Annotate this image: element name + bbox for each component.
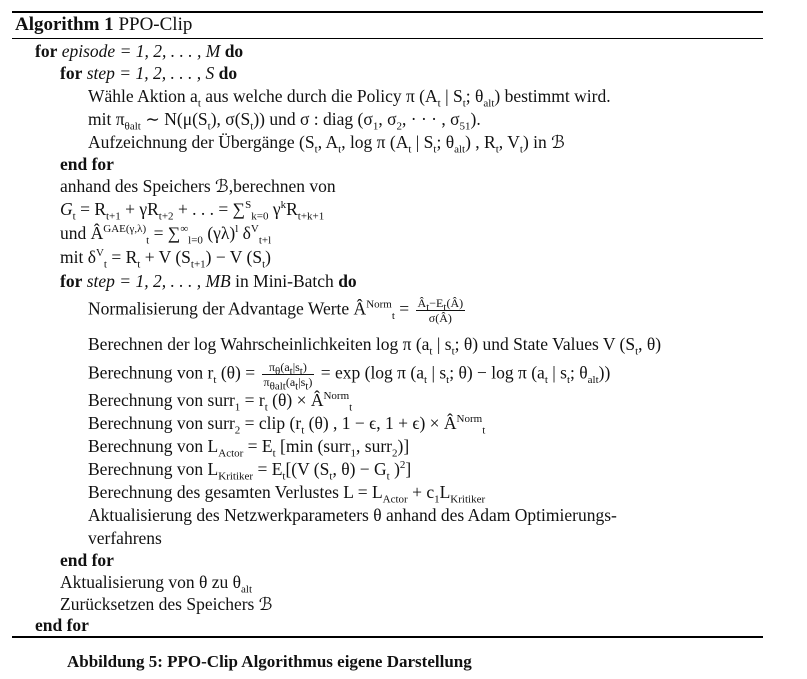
text: ; θ [570,362,588,383]
text: (θ) × Â [267,390,324,410]
episode-range: episode = 1, 2, . . . , M [61,41,221,61]
line-for-episode [35,41,243,61]
sub: t [433,143,437,156]
sub: t [437,97,441,110]
line-td-error [60,247,271,271]
text: ] [405,459,412,479]
text: = ∑ [149,223,181,243]
text: ). [470,109,481,129]
kw-do: do [218,63,238,83]
sub: t+k+1 [297,210,325,223]
sub: t+l [258,234,272,247]
text: | s [547,362,567,383]
text: ) [389,459,400,479]
sub: t [305,380,309,393]
sub: t [349,401,353,414]
line-actor-loss [88,436,410,460]
text: ) [265,247,271,267]
sub: t [495,143,499,156]
text: ; θ [465,86,484,106]
sub: t [213,374,217,387]
text: = R [75,199,106,219]
kw-do: do [338,271,357,291]
sub: θalt [269,380,286,393]
sub: t [262,258,266,271]
text: aus welche durch die Policy π (A [200,86,438,106]
sub: t+1 [106,210,121,223]
text: )) und σ : diag (σ [253,109,373,129]
sub: t [314,143,318,156]
line-end-for-outer [35,615,89,635]
sub: alt [587,374,599,387]
text: σ(Â) [428,311,452,325]
text: ; θ [436,132,455,152]
text: ) bestimmt wird. [494,86,611,106]
sub: t [429,345,433,358]
text: Zurücksetzen des Speichers ℬ [60,594,273,614]
sup: Norm [323,390,350,403]
kw-end-for: end for [60,550,114,570]
text: ) [302,360,307,374]
kw-for: for [35,41,58,61]
sub: Kritiker [218,470,254,483]
sub: t [338,143,342,156]
sup: 2 [399,459,406,472]
text: R [286,199,298,219]
sub: t [446,374,450,387]
text: (θ) = [216,362,256,383]
text: , σ [378,109,397,129]
sub: t [443,301,447,314]
kw-end-for: end for [35,615,89,635]
sub: Actor [218,447,244,460]
kw-do: do [224,41,244,61]
sub: 2 [392,447,398,460]
sub: t [391,310,395,323]
line-policy-dist [88,109,481,133]
text: ) [308,375,313,389]
text: Wähle Aktion a [88,86,198,106]
sub: Kritiker [450,493,486,506]
sub: Actor [382,493,408,506]
text: , θ) [638,334,662,354]
text: und Â [60,223,104,243]
text: , V [498,132,520,152]
sub: alt [483,97,495,110]
sub: l=0 [188,234,203,247]
sub: 1 [372,120,379,133]
text: | S [440,86,463,106]
text: Berechnung von surr [88,390,235,410]
text: = clip (r [240,413,302,433]
algorithm-name: PPO-Clip [118,14,193,35]
text: Berechnung von L [88,436,219,456]
line-update-old-theta [60,572,253,596]
text: [(V (S [285,459,330,479]
text: |s [292,360,300,374]
text: Berechnung von L [88,459,219,479]
text: + . . . = ∑ [173,199,246,219]
sub: t [482,424,486,437]
text: , A [317,132,339,152]
sub: 2 [396,120,402,133]
in-minibatch: in Mini-Batch [235,271,334,291]
text: ; θ) und State Values V (S [454,334,636,354]
line-for-minibatch [60,271,357,291]
text: mit π [88,109,125,129]
sup: Norm [366,298,392,311]
text: Berechnung von r [88,362,214,383]
rule-mid [12,38,763,39]
sub: t+2 [158,210,174,223]
text: + c [407,482,435,502]
rule-bottom [12,636,763,638]
sub: 51 [459,120,471,133]
text: |s [298,375,306,389]
line-gae-formula [60,223,272,247]
text: ∼ N(μ(S [140,109,208,129]
sup: k [280,199,287,212]
text: = E [253,459,283,479]
text: (γλ) [202,223,236,243]
text: Aktualisierung des Netzwerkparameters θ anhand des Adam Optimierungs- [88,505,617,525]
text: Aktualisierung von θ zu θ [60,572,242,592]
sub: 1 [234,401,241,414]
line-surr1 [88,390,353,414]
text: G [60,199,73,219]
step-range: step = 1, 2, . . . , S [86,63,215,83]
text: π [263,375,270,389]
sub: t [137,258,141,271]
sup: S [245,199,252,212]
text: + V (S [140,247,191,267]
text: Berechnung von surr [88,413,235,433]
line-update-params-cont [88,528,162,548]
text: ) in ℬ [522,132,565,152]
line-reset-memory [60,594,273,614]
line-choose-action [88,86,611,110]
text: | s [427,362,447,383]
sub: t [207,120,211,133]
text: Berechnen der log Wahrscheinlichkeiten log π (a [88,334,430,354]
text: −E [429,296,444,310]
text: Aufzeichnung der Übergänge (S [88,132,315,152]
text: π [268,360,276,374]
algorithm-label: Algorithm 1 [15,14,114,35]
text: anhand des Speichers ℬ,berechnen von [60,176,336,196]
sup: Norm [456,413,483,426]
text: = exp (log π (a [320,362,424,383]
algorithm-title [15,14,192,36]
sub: t [408,143,412,156]
sup: V [250,223,259,236]
sub: t [289,365,293,378]
text: [min (surr [275,436,351,456]
sub: t [264,401,268,414]
line-record-transitions [88,132,565,156]
sub: t [197,97,201,110]
sub: 1 [434,493,440,506]
sub: t [299,365,303,378]
sub: alt [241,583,253,596]
text: (a [280,360,290,374]
text: = R [106,247,138,267]
sub: t [519,143,523,156]
text: verfahrens [88,528,162,548]
kw-for: for [60,271,83,291]
sub: t [566,374,571,387]
rule-top [12,11,763,13]
sub: t [635,345,639,358]
sub: k=0 [251,210,269,223]
sub: t [301,424,305,437]
text: ; θ) − log π (a [449,362,545,383]
text: + γR [120,199,159,219]
sub: t [250,120,254,133]
kw-end-for: end for [60,154,114,174]
line-end-for-minibatch [60,550,114,570]
sup: V [95,247,104,260]
sub: t [426,301,430,314]
sub: t [103,258,107,271]
sub: 2 [234,424,241,437]
line-end-for-inner [60,154,114,174]
text: (Â) [446,296,464,310]
text: , log π (A [341,132,409,152]
text: mit δ [60,247,96,267]
sub: t [329,470,333,483]
line-surr2 [88,413,486,437]
figure-caption: Abbildung 5: PPO-Clip Algorithmus eigene Darstellung [67,652,472,671]
text: Normalisierung der Advantage Werte Â [88,298,367,319]
line-total-loss [88,482,486,506]
line-log-probs [88,334,662,358]
text: Â [417,296,427,310]
text: )] [397,436,410,456]
sub: t [451,345,455,358]
text: ) − V (S [205,247,263,267]
sub: t [462,97,466,110]
kw-for: for [60,63,83,83]
text: | S [411,132,434,152]
sup: GAE(γ,λ) [103,223,147,236]
text: Berechnung des gesamten Verlustes L = L [88,482,383,502]
line-for-step [60,63,237,83]
sub: t [544,374,548,387]
text: , · · · , σ [402,109,460,129]
sub: t [295,380,299,393]
sub: t [146,234,150,247]
sub: θ [275,365,281,378]
line-critic-loss [88,459,412,483]
sub: θalt [124,120,141,133]
advantage-fraction [416,296,466,325]
text: γ [268,199,281,219]
text: = r [240,390,265,410]
line-compute-from-memory [60,176,336,196]
text: | s [432,334,452,354]
line-normalize-advantage: Normalisierung der Advantage Werte $Â^{Norm}_t$ = $\frac{Â_t-E_t(Â)}{\sigma(Â)}$ [88,296,464,325]
text: (θ) , 1 − ϵ, 1 + ϵ) × Â [304,413,457,433]
sub: t [424,374,428,387]
text: δ [238,223,251,243]
sub: t [72,210,76,223]
text: ), σ(S [210,109,251,129]
sup: ∞ [180,223,189,236]
sub: alt [454,143,466,156]
text: , θ) − G [332,459,387,479]
ratio-fraction [262,360,315,393]
minibatch-range: step = 1, 2, . . . , MB [86,271,231,291]
text: , surr [356,436,392,456]
line-return-formula [60,199,325,223]
sub: t [386,470,390,483]
line-ratio [88,360,611,393]
line-update-params [88,505,617,525]
text: )) [598,362,611,383]
text: (a [285,375,296,389]
text: ) , R [465,132,496,152]
sub: t [272,447,276,460]
sup: l [235,223,239,236]
sub: t+1 [190,258,206,271]
text: = E [243,436,273,456]
text: L [439,482,451,502]
sub: t [282,470,286,483]
sub: 1 [350,447,357,460]
